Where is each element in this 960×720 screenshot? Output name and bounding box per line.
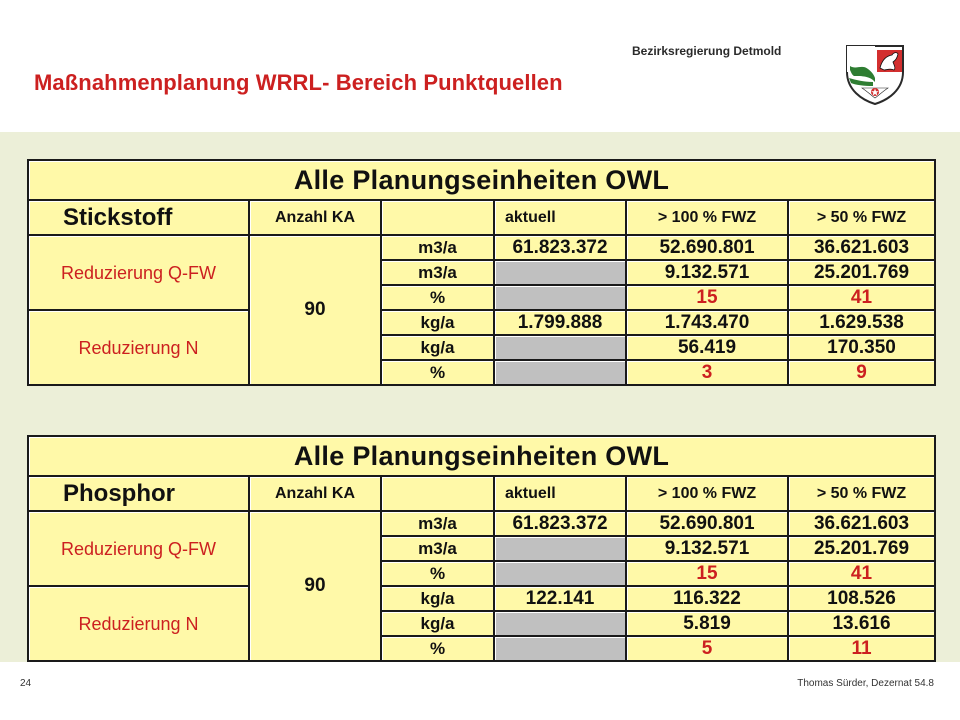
fwz100-percent: 15 (626, 561, 788, 586)
parameter-name: Stickstoff (28, 200, 249, 235)
fwz50-cell: 25.201.769 (788, 260, 935, 285)
fwz100-percent: 15 (626, 285, 788, 310)
aktuell-cell-empty (494, 536, 626, 561)
fwz50-cell: 170.350 (788, 335, 935, 360)
fwz50-percent: 11 (788, 636, 935, 661)
col-header-unit (381, 476, 494, 511)
unit-cell: % (381, 360, 494, 385)
fwz50-cell: 1.629.538 (788, 310, 935, 335)
col-header-anzahl: Anzahl KA (249, 200, 381, 235)
aktuell-cell-empty (494, 636, 626, 661)
unit-cell: m3/a (381, 511, 494, 536)
col-header-anzahl: Anzahl KA (249, 476, 381, 511)
fwz100-percent: 5 (626, 636, 788, 661)
section-label: Reduzierung N (28, 310, 249, 385)
aktuell-cell: 1.799.888 (494, 310, 626, 335)
fwz100-percent: 3 (626, 360, 788, 385)
col-header-fwz50: > 50 % FWZ (788, 476, 935, 511)
col-header-fwz100: > 100 % FWZ (626, 476, 788, 511)
table-title: Alle Planungseinheiten OWL (28, 160, 935, 200)
section-label: Reduzierung Q-FW (28, 511, 249, 586)
unit-cell: m3/a (381, 536, 494, 561)
fwz100-cell: 1.743.470 (626, 310, 788, 335)
nrw-crest-icon (842, 42, 908, 106)
fwz100-cell: 56.419 (626, 335, 788, 360)
aktuell-cell: 61.823.372 (494, 511, 626, 536)
unit-cell: % (381, 285, 494, 310)
unit-cell: % (381, 561, 494, 586)
col-header-aktuell: aktuell (494, 476, 626, 511)
phosphor-table (27, 435, 936, 662)
author-credit: Thomas Sürder, Dezernat 54.8 (797, 678, 934, 689)
fwz100-cell: 116.322 (626, 586, 788, 611)
anzahl-ka-value: 90 (249, 235, 381, 385)
unit-cell: kg/a (381, 310, 494, 335)
aktuell-cell-empty (494, 611, 626, 636)
fwz100-cell: 9.132.571 (626, 536, 788, 561)
unit-cell: m3/a (381, 260, 494, 285)
aktuell-cell: 122.141 (494, 586, 626, 611)
fwz50-cell: 108.526 (788, 586, 935, 611)
aktuell-cell-empty (494, 360, 626, 385)
unit-cell: kg/a (381, 335, 494, 360)
slide-title: Maßnahmenplanung WRRL- Bereich Punktquellen (34, 70, 563, 95)
col-header-aktuell: aktuell (494, 200, 626, 235)
aktuell-cell-empty (494, 260, 626, 285)
table-title: Alle Planungseinheiten OWL (28, 436, 935, 476)
fwz100-cell: 52.690.801 (626, 235, 788, 260)
org-name: Bezirksregierung Detmold (632, 44, 782, 58)
unit-cell: m3/a (381, 235, 494, 260)
section-label: Reduzierung Q-FW (28, 235, 249, 310)
aktuell-cell-empty (494, 561, 626, 586)
fwz100-cell: 9.132.571 (626, 260, 788, 285)
fwz100-cell: 5.819 (626, 611, 788, 636)
fwz50-percent: 41 (788, 561, 935, 586)
parameter-name: Phosphor (28, 476, 249, 511)
fwz50-percent: 41 (788, 285, 935, 310)
section-label: Reduzierung N (28, 586, 249, 661)
aktuell-cell-empty (494, 285, 626, 310)
unit-cell: kg/a (381, 586, 494, 611)
stickstoff-table (27, 159, 936, 386)
fwz50-cell: 13.616 (788, 611, 935, 636)
aktuell-cell-empty (494, 335, 626, 360)
anzahl-ka-value: 90 (249, 511, 381, 661)
col-header-fwz100: > 100 % FWZ (626, 200, 788, 235)
col-header-fwz50: > 50 % FWZ (788, 200, 935, 235)
fwz50-percent: 9 (788, 360, 935, 385)
fwz50-cell: 36.621.603 (788, 235, 935, 260)
fwz50-cell: 36.621.603 (788, 511, 935, 536)
unit-cell: kg/a (381, 611, 494, 636)
page-number: 24 (20, 678, 32, 689)
fwz50-cell: 25.201.769 (788, 536, 935, 561)
fwz100-cell: 52.690.801 (626, 511, 788, 536)
col-header-unit (381, 200, 494, 235)
aktuell-cell: 61.823.372 (494, 235, 626, 260)
unit-cell: % (381, 636, 494, 661)
